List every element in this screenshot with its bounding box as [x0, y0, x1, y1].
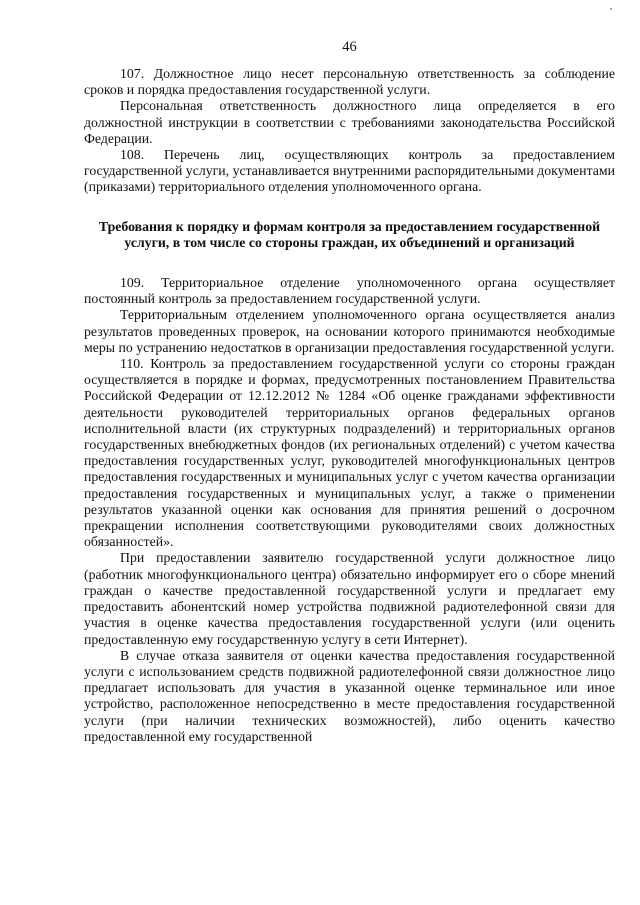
paragraph-responsibility: Персональная ответственность должностного лица определяется в его должностной инструкции в соответствии с требованиями законодательства Российской Федерации.	[84, 98, 615, 146]
paragraph-108: 108. Перечень лиц, осуществляющих контроль за предоставлением государственной услуги, устанавливается внутренними распорядительными документами (приказами) территориального отделения уполномоченного органа.	[84, 147, 615, 195]
document-page	[84, 38, 615, 745]
paragraph-refusal: В случае отказа заявителя от оценки качества предоставления государственной услуги с использованием средств подвижной радиотелефонной связи должностное лицо предлагает использовать для участия в указанной оценке терминальное или иное устройство, расположенное непосредственно в месте предоставления государственной услуги (при наличии технических возможностей), либо оценить качество предоставленной ему государственной	[84, 647, 615, 744]
paragraph-analysis: Территориальным отделением уполномоченного органа осуществляется анализ результатов проведенных проверок, на основании которого принимаются необходимые меры по устранению недостатков в организации предоставления государственной услуги.	[84, 307, 615, 355]
paragraph-109: 109. Территориальное отделение уполномоченного органа осуществляет постоянный контроль за предоставлением государственной услуги.	[84, 275, 615, 307]
scan-artifact-dot	[610, 8, 612, 10]
paragraph-feedback: При предоставлении заявителю государственной услуги должностное лицо (работник многофункционального центра) обязательно информирует его о сборе мнений граждан о качестве предоставленной государственной услуги и предлагает ему предоставить абонентский номер устройства подвижной радиотелефонной связи для участия в оценке качества предоставления государственной услуги (или оценить предоставленную ему государственную услугу в сети Интернет).	[84, 550, 615, 647]
paragraph-107: 107. Должностное лицо несет персональную ответственность за соблюдение сроков и порядка предоставления государственной услуги.	[84, 66, 615, 98]
paragraph-110: 110. Контроль за предоставлением государственной услуги со стороны граждан осуществляется в порядке и формах, предусмотренных постановлением Правительства Российской Федерации от 12.12.2012 № 1284 «Об оценке гражданами эффективности деятельности руководителей территориальных органов федеральных органов исполнительной власти (их структурных подразделений) и территориальных органов государственных внебюджетных фондов (их региональных отделений) с учетом качества предоставления государственных услуг, руководителей многофункциональных центров предоставления государственных и муниципальных услуг с учетом качества организации предоставления государственных и муниципальных услуг, а также о применении результатов указанной оценки как основания для принятия решений о досрочном прекращении исполнения соответствующими руководителями своих должностных обязанностей».	[84, 356, 615, 550]
page-number: 46	[342, 39, 357, 55]
section-heading: Требования к порядку и формам контроля за предоставлением государственной услуги, в том числе со стороны граждан, их объединений и организаций	[98, 218, 601, 250]
